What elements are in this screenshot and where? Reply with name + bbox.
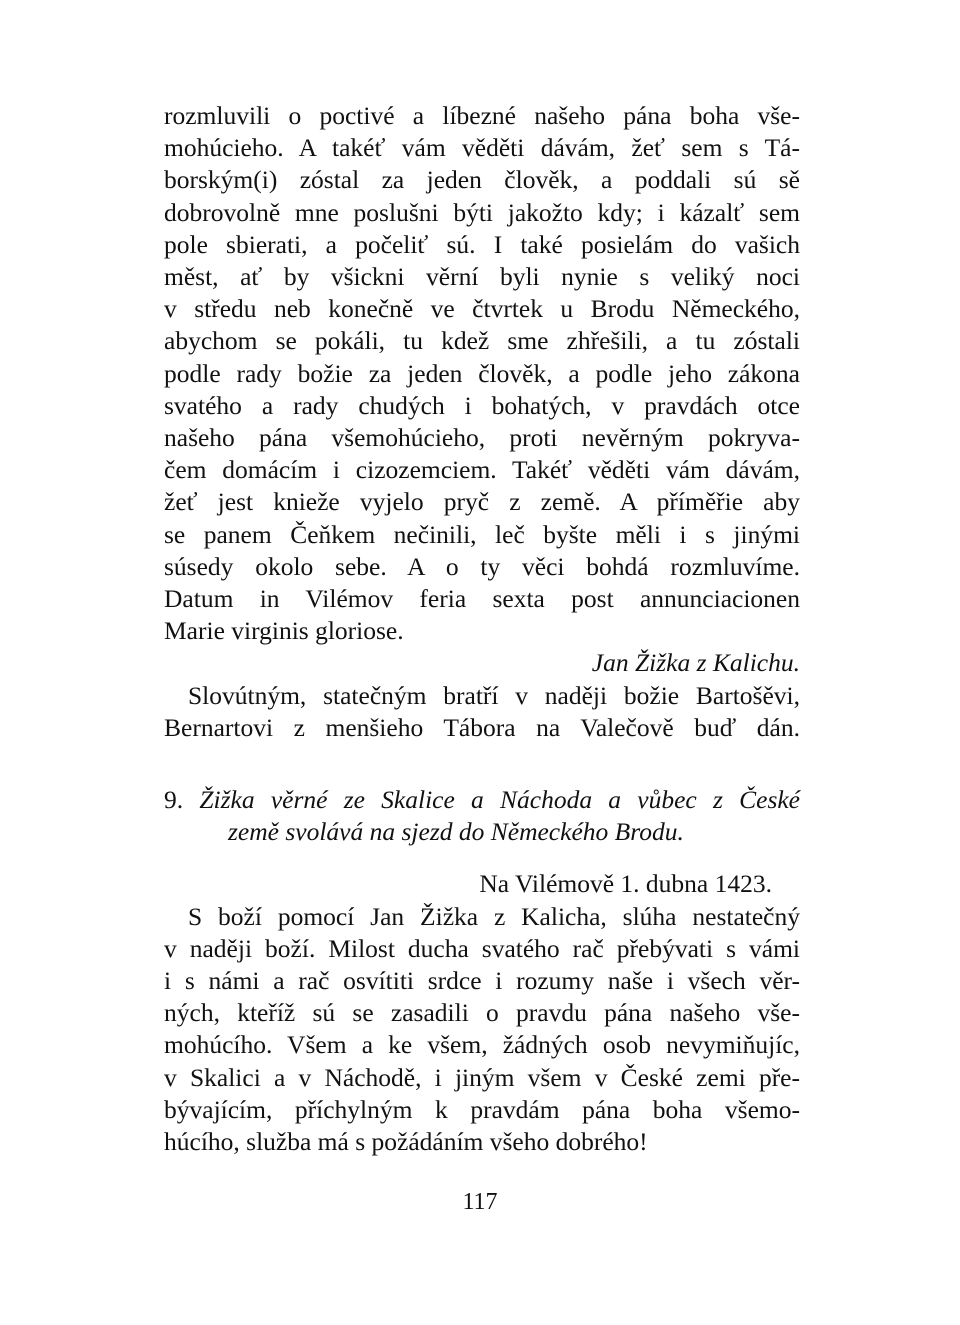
text-line: v Skalici a v Náchodě, i jiným všem v České zemi pře- xyxy=(164,1062,800,1092)
page-text xyxy=(164,100,800,1158)
text-line: mohúcího. Všem a ke všem, žádných osob nevymiňujíc, xyxy=(164,1030,800,1060)
section-title-part: Žižka věrné ze Skalice a Náchoda a vůbec z České xyxy=(199,785,801,815)
text-line: abychom se pokáli, tu kdež sme zhřešili, a tu zóstali xyxy=(164,326,800,356)
address-line: Slovútným, statečným bratří v naději božie Bartošěvi, xyxy=(188,680,800,710)
text-line: ných, kteříž sú se zasadili o pravdu pána našeho vše- xyxy=(164,998,800,1028)
section-title-line xyxy=(164,784,800,816)
text-line: v středu neb konečně ve čtvrtek u Brodu Německého, xyxy=(164,294,800,324)
section-title-line: země svolává na sjezd do Německého Brodu. xyxy=(228,817,684,847)
text-line: S boží pomocí Jan Žižka z Kalicha, slúha nestatečný xyxy=(188,901,800,931)
text-line: Marie virginis gloriose. xyxy=(164,616,404,646)
text-line: se panem Čeňkem nečinili, leč byšte měli i s jinými xyxy=(164,519,800,549)
text-line: borským(i) zóstal za jeden člověk, a poddali sú sě xyxy=(164,165,800,195)
text-line: súsedy okolo sebe. A o ty věci bohdá rozmluvíme. xyxy=(164,551,800,581)
text-line: svatého a rady chudých i bohatých, v pravdách otce xyxy=(164,390,800,420)
text-line: našeho pána všemohúcieho, proti nevěrným pokryva- xyxy=(164,423,800,453)
text-line: podle rady božie za jeden člověk, a podle jeho zákona xyxy=(164,358,800,388)
text-line: čem domácím i cizozemciem. Takéť věděti vám dávám, xyxy=(164,455,800,485)
section-heading xyxy=(164,784,800,848)
text-line: žeť jest knieže vyjelo pryč z země. A příměřie aby xyxy=(164,487,800,517)
page-number: 117 xyxy=(462,1189,498,1215)
letter-paragraph xyxy=(164,901,800,1159)
text-line: v naději boží. Milost ducha svatého rač přebývati s vámi xyxy=(164,933,800,963)
address-block xyxy=(164,680,800,744)
text-line: dobrovolně mne poslušni býti jakožto kdy; i kázalť sem xyxy=(164,197,800,227)
text-line: bývajícím, příchylným k pravdám pána boha všemo- xyxy=(164,1094,800,1124)
text-line: mohúcieho. A takéť vám věděti dávám, žeť sem s Tá- xyxy=(164,133,800,163)
text-line: měst, ať by všickni věrní byli nynie s veliký noci xyxy=(164,262,800,292)
text-line: pole sbierati, a počeliť sú. I také posielám do vašich xyxy=(164,229,800,259)
text-line: i s námi a rač osvítiti srdce i rozumy naše i všech věr- xyxy=(164,966,800,996)
text-line: húcího, služba má s požádáním všeho dobrého! xyxy=(164,1127,648,1157)
section-number: 9. xyxy=(164,785,184,815)
address-line: Bernartovi z menšieho Tábora na Valečově buď dán. xyxy=(164,712,800,742)
top-paragraph xyxy=(164,100,800,647)
section-gap xyxy=(164,744,800,784)
dateline: Na Vilémově 1. dubna 1423. xyxy=(479,869,772,899)
signature: Jan Žižka z Kalichu. xyxy=(591,648,800,678)
text-line: rozmluvili o poctivé a líbezné našeho pána boha vše- xyxy=(164,101,800,130)
text-line: Datum in Vilémov feria sexta post annunciacionen xyxy=(164,584,800,614)
